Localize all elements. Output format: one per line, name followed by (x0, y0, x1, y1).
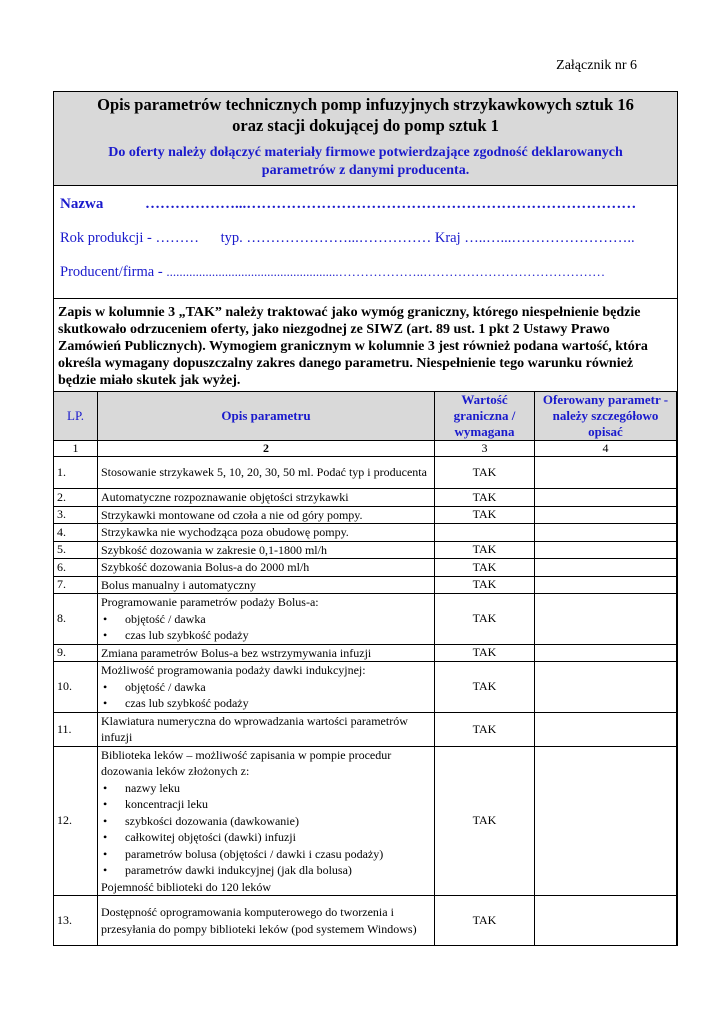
row-required-value: TAK (435, 594, 535, 645)
row-offered-parameter[interactable] (535, 506, 677, 524)
row-offered-parameter[interactable] (535, 559, 677, 577)
row-required-value: TAK (435, 746, 535, 896)
annex-label: Załącznik nr 6 (556, 58, 637, 73)
row-lp: 12. (54, 746, 98, 896)
row-offered-parameter[interactable] (535, 457, 677, 489)
table-row (54, 662, 677, 713)
table-row (54, 559, 677, 577)
header-note-line-1: Do oferty należy dołączyć materiały firmowe potwierdzające zgodność deklarowanych (108, 145, 623, 160)
row-offered-parameter[interactable] (535, 712, 677, 746)
row-lp: 2. (54, 489, 98, 507)
bullet-item: • czas lub szybkość podaży (125, 627, 431, 644)
product-fields (54, 186, 677, 299)
bullet-list (101, 780, 431, 879)
row-required-value: TAK (435, 576, 535, 594)
rok-typ-kraj-line (60, 230, 671, 247)
nazwa-dots: ………………...…………………………………………………………………… (145, 196, 637, 212)
producent-line (60, 264, 671, 281)
row-lp: 4. (54, 524, 98, 542)
document-header (54, 92, 677, 186)
row-description (98, 576, 435, 594)
row-lp: 8. (54, 594, 98, 645)
table-row (54, 644, 677, 662)
parameters-table (53, 391, 677, 946)
row-required-value: TAK (435, 457, 535, 489)
row-description (98, 896, 435, 946)
bullet-item: • parametrów dawki indukcyjnej (jak dla bolusa) (125, 862, 431, 879)
bullet-item: • czas lub szybkość podaży (125, 695, 431, 712)
row-offered-parameter[interactable] (535, 644, 677, 662)
header-note (58, 144, 673, 180)
row-description-text: Bolus manualny i automatyczny (101, 577, 256, 592)
header-oferowany: Oferowany parametr - należy szczegółowo opisać (535, 392, 677, 441)
row-required-value: TAK (435, 662, 535, 713)
row-description-text: Biblioteka leków – możliwość zapisania w pompie procedur dozowania leków złożonych z: (101, 747, 392, 778)
column-number-row (54, 441, 677, 457)
row-required-value: TAK (435, 559, 535, 577)
producent-dots[interactable]: .....................................................………………..…………………………………… (166, 264, 606, 279)
row-lp: 13. (54, 896, 98, 946)
row-lp: 3. (54, 506, 98, 524)
row-description-text: Strzykawka nie wychodząca poza obudowę pompy. (101, 525, 349, 539)
row-description-text: Szybkość dozowania w zakresie 0,1-1800 ml/h (101, 542, 327, 557)
row-required-value: TAK (435, 712, 535, 746)
rok-dots[interactable]: ……… (155, 230, 199, 246)
row-description (98, 541, 435, 559)
row-description-text: Strzykawki montowane od czoła a nie od góry pompy. (101, 507, 363, 522)
rok-label: Rok produkcji - (60, 230, 152, 246)
row-required-value: TAK (435, 489, 535, 507)
row-description (98, 662, 435, 713)
row-description (98, 506, 435, 524)
col-number: 1 (54, 441, 98, 457)
title-line-1: Opis parametrów technicznych pomp infuzyjnych strzykawkowych sztuk 16 (97, 95, 634, 114)
bullet-item: • całkowitej objętości (dawki) infuzji (125, 829, 431, 846)
bullet-list (101, 611, 431, 644)
bullet-item: • objętość / dawka (125, 679, 431, 696)
row-offered-parameter[interactable] (535, 524, 677, 542)
producent-label: Producent/firma - (60, 264, 163, 280)
row-offered-parameter[interactable] (535, 896, 677, 946)
row-offered-parameter[interactable] (535, 662, 677, 713)
row-required-value: TAK (435, 541, 535, 559)
row-lp: 1. (54, 457, 98, 489)
table-row (54, 712, 677, 746)
table-row (54, 457, 677, 489)
col-number: 3 (435, 441, 535, 457)
table-row (54, 896, 677, 946)
bullet-item: • parametrów bolusa (objętości / dawki i czasu podaży) (125, 846, 431, 863)
row-description (98, 489, 435, 507)
header-opis: Opis parametru (98, 392, 435, 441)
row-description-text: Szybkość dozowania Bolus-a do 2000 ml/h (101, 560, 310, 574)
row-offered-parameter[interactable] (535, 489, 677, 507)
document-frame (53, 91, 678, 946)
header-wartosc: Wartość graniczna / wymagana (435, 392, 535, 441)
kraj-dots[interactable]: …..…...…………………….. (464, 230, 635, 246)
table-row (54, 594, 677, 645)
header-lp: LP. (54, 392, 98, 441)
row-description-text: Zmiana parametrów Bolus-a bez wstrzymywania infuzji (101, 645, 372, 660)
nazwa-field[interactable] (60, 196, 671, 213)
row-lp: 6. (54, 559, 98, 577)
nazwa-label: Nazwa (60, 196, 104, 212)
row-required-value: TAK (435, 506, 535, 524)
row-offered-parameter[interactable] (535, 576, 677, 594)
table-row (54, 524, 677, 542)
row-required-value: TAK (435, 896, 535, 946)
table-row (54, 506, 677, 524)
table-row (54, 746, 677, 896)
bullet-item: • nazwy leku (125, 780, 431, 797)
row-required-value (435, 524, 535, 542)
row-lp: 9. (54, 644, 98, 662)
row-offered-parameter[interactable] (535, 541, 677, 559)
typ-dots[interactable]: …………………...…………… (246, 230, 432, 246)
bullet-item: • szybkości dozowania (dawkowanie) (125, 813, 431, 830)
row-description (98, 644, 435, 662)
col-number: 2 (98, 441, 435, 457)
row-description-footer: Pojemność biblioteki do 120 leków (101, 879, 271, 894)
bullet-item: • objętość / dawka (125, 611, 431, 628)
row-description-text: Stosowanie strzykawek 5, 10, 20, 30, 50 ml. Podać typ i producenta (101, 465, 427, 480)
row-description-text: Programowanie parametrów podaży Bolus-a: (101, 595, 319, 609)
row-lp: 10. (54, 662, 98, 713)
table-row (54, 576, 677, 594)
bullet-item: • koncentracji leku (125, 796, 431, 813)
row-offered-parameter[interactable] (535, 746, 677, 896)
row-description (98, 524, 435, 542)
row-description-text: Klawiatura numeryczna do wprowadzania wartości parametrów infuzji (101, 713, 408, 744)
row-offered-parameter[interactable] (535, 594, 677, 645)
bullet-list (101, 679, 431, 712)
header-note-line-2: parametrów z danymi producenta. (261, 163, 470, 178)
row-description (98, 712, 435, 746)
row-description-text: Możliwość programowania podaży dawki indukcyjnej: (101, 663, 366, 677)
row-description (98, 594, 435, 645)
row-description (98, 559, 435, 577)
row-required-value: TAK (435, 644, 535, 662)
row-description (98, 746, 435, 896)
table-row (54, 541, 677, 559)
kraj-label: Kraj (434, 230, 461, 246)
title-line-2: oraz stacji dokującej do pomp sztuk 1 (232, 116, 499, 135)
row-description (98, 457, 435, 489)
instructions-text: Zapis w kolumnie 3 „TAK” należy traktować jako wymóg graniczny, którego niespełnienie będzie skutkowało odrzuceniem oferty, jako niezgodnej ze SIWZ (art. 89 ust. 1 pkt 2 Ustawy Prawo Zamówień Publicznych). Wymogiem granicznym w kolumnie 3 jest również podana wartość, która określa wymagany dopuszczalny zakres danego parametru. Niespełnienie tego warunku również będzie miało skutek jak wyżej. (58, 305, 648, 388)
row-lp: 7. (54, 576, 98, 594)
row-lp: 5. (54, 541, 98, 559)
row-lp: 11. (54, 712, 98, 746)
col-number: 4 (535, 441, 677, 457)
table-header-row (54, 392, 677, 441)
row-description-text: Automatyczne rozpoznawanie objętości strzykawki (101, 490, 349, 504)
typ-label: typ. (220, 230, 243, 246)
table-row (54, 489, 677, 507)
row-description-text: Dostępność oprogramowania komputerowego do tworzenia i przesyłania do pompy biblioteki leków (pod systemem Windows) (101, 905, 417, 936)
